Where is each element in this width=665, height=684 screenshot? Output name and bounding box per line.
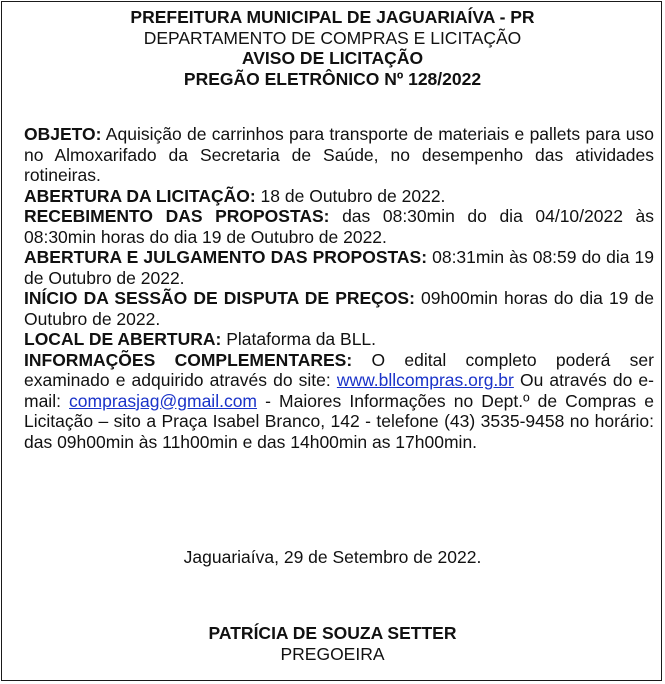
local-text: Plataforma da BLL. bbox=[221, 329, 377, 349]
recebimento-paragraph bbox=[24, 206, 654, 247]
signature-block bbox=[0, 623, 665, 664]
department-name: DEPARTAMENTO DE COMPRAS E LICITAÇÃO bbox=[143, 27, 522, 48]
julgamento-text: 08:31min às 08:59 do dia 19 de Outubro de 2022. bbox=[24, 247, 654, 288]
julgamento-label: ABERTURA E JULGAMENTO DAS PROPOSTAS: bbox=[24, 247, 428, 267]
notice-body bbox=[24, 124, 654, 452]
info-label: INFORMAÇÕES COMPLEMENTARES: bbox=[24, 349, 353, 370]
objeto-label: OBJETO: bbox=[24, 124, 102, 144]
recebimento-label: RECEBIMENTO DAS PROPOSTAS: bbox=[24, 206, 330, 226]
info-paragraph bbox=[24, 350, 654, 453]
abertura-text: 18 de Outubro de 2022. bbox=[255, 185, 446, 206]
email-link[interactable]: comprasjag@gmail.com bbox=[69, 390, 258, 411]
notice-type: AVISO DE LICITAÇÃO bbox=[241, 48, 424, 68]
abertura-paragraph bbox=[24, 186, 654, 207]
site-link[interactable]: www.bllcompras.org.br bbox=[336, 370, 514, 390]
objeto-text: Aquisição de carrinhos para transporte de materiais e pallets para uso no Almoxarifado da Secretaria de Saúde, no desempenho das atividades rotineiras. bbox=[24, 124, 654, 185]
disputa-text: 09h00min horas do dia 19 de Outubro de 2022. bbox=[24, 288, 654, 329]
signatory-name: PATRÍCIA DE SOUZA SETTER bbox=[208, 623, 457, 643]
info-text-3: - Maiores Informações no Dept.º de Compras e Licitação – sito a Praça Isabel Branco, 142 - telefone (43) 3535-9458 no horário: das 09h00min às 11h00min e das 14h00min as 17h00min. bbox=[24, 390, 654, 452]
local-paragraph bbox=[24, 329, 654, 350]
objeto-paragraph bbox=[24, 124, 654, 186]
disputa-label: INÍCIO DA SESSÃO DE DISPUTA DE PREÇOS: bbox=[24, 288, 415, 308]
signatory-role: PREGOEIRA bbox=[280, 643, 385, 664]
recebimento-text: das 08:30min do dia 04/10/2022 às 08:30min horas do dia 19 de Outubro de 2022. bbox=[24, 206, 655, 247]
local-label: LOCAL DE ABERTURA: bbox=[24, 329, 222, 349]
info-text-1: O edital completo poderá ser examinado e adquirido através do site: bbox=[24, 349, 654, 390]
disputa-paragraph bbox=[24, 288, 654, 329]
notice-header bbox=[0, 7, 665, 89]
date-line: Jaguariaíva, 29 de Setembro de 2022. bbox=[183, 547, 482, 567]
municipality-title: PREFEITURA MUNICIPAL DE JAGUARIAÍVA - PR bbox=[130, 7, 535, 27]
julgamento-paragraph bbox=[24, 247, 654, 288]
abertura-label: ABERTURA DA LICITAÇÃO: bbox=[24, 185, 256, 206]
info-text-2: Ou através do e-mail: bbox=[24, 370, 654, 411]
auction-number: PREGÃO ELETRÔNICO Nº 128/2022 bbox=[183, 68, 482, 89]
